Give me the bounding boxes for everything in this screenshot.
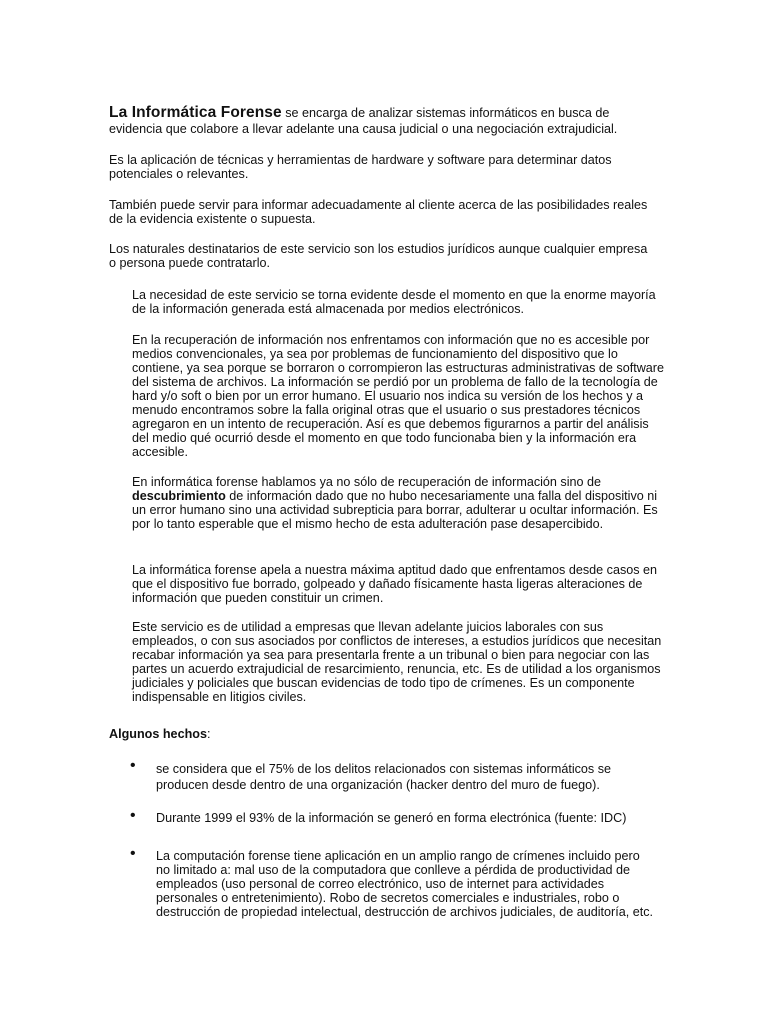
bullet-icon: • (130, 807, 136, 824)
paragraph-inform-client: También puede servir para informar adecuadamente al cliente acerca de las posibilidades reales de la evidencia existente o supuesta. (109, 198, 648, 226)
discovery-text-after: de información dado que no hubo necesariamente una falla del dispositivo ni un error humano sino una actividad subrepticia para borrar, adulterar u ocultar información. Es por lo tanto esperable que el mismo hecho de esta adulteración pase desapercibido. (132, 489, 658, 531)
list-item-text: se considera que el 75% de los delitos relacionados con sistemas informáticos se producen desde dentro de una organización (hacker dentro del muro de fuego). (156, 762, 612, 792)
paragraph-recipients: Los naturales destinatarios de este servicio son los estudios jurídicos aunque cualquier empresa o persona puede contratarlo. (109, 242, 648, 270)
bullet-icon: • (130, 757, 136, 774)
intro-paragraph (109, 105, 649, 137)
paragraph-recovery: En la recuperación de información nos enfrentamos con información que no es accesible por medios convencionales, ya sea por problemas de funcionamiento del dispositivo que lo contiene, ya sea porque se borraron o corrompieron las estructuras administrativas de software del sistema de archivos. La información se perdió por un problema de fallo de la tecnología de hard y/o soft o bien por un error humano. El usuario nos indica su versión de los hechos y a menudo encontramos sobre la falla original otras que el usuario o sus prestadores técnicos agregaron en un intento de recuperación. Así es que debemos figurarnos a partir del análisis del medio qué ocurrió desde el momento en que todo funcionaba bien y la información era accesible. (132, 333, 664, 459)
document-title: La Informática Forense (109, 104, 282, 121)
facts-heading: Algunos hechos (109, 727, 207, 741)
discovery-text-before: En informática forense hablamos ya no sólo de recuperación de información sino de (132, 475, 602, 489)
bullet-icon: • (130, 845, 136, 862)
list-item-text: La computación forense tiene aplicación en un amplio rango de crímenes incluido pero no limitado a: mal uso de la computadora que conlleve a pérdida de productividad de empleados (uso personal de correo electrónico, uso de internet para actividades personales o entretenimiento). Robo de secretos comerciales e industriales, robo o destrucción de propiedad intelectual, destrucción de archivos judiciales, de auditoría, etc. (156, 849, 654, 919)
list-item-text: Durante 1999 el 93% de la información se generó en forma electrónica (fuente: IDC) (156, 811, 627, 825)
facts-heading-line (109, 727, 649, 741)
discovery-bold: descubrimiento (132, 489, 226, 503)
facts-heading-colon: : (206, 727, 211, 741)
paragraph-discovery (132, 475, 667, 531)
paragraph-utility: Este servicio es de utilidad a empresas que llevan adelante juicios laborales con sus empleados, o con sus asociados por conflictos de intereses, a estudios jurídicos que necesitan recabar información ya sea para presentarla frente a un tribunal o bien para negociar con las partes un acuerdo extrajudicial de resarcimiento, renuncia, etc. Es de utilidad a los organismos judiciales y policiales que buscan evidencias de todo tipo de crímenes. Es un componente indispensable en litigios civiles. (132, 620, 662, 704)
intro-text: se encarga de analizar sistemas informáticos en busca de evidencia que colabore a llevar adelante una causa judicial o una negociación extrajudicial. (109, 106, 618, 136)
paragraph-need: La necesidad de este servicio se torna evidente desde el momento en que la enorme mayoría de la información generada está almacenada por medios electrónicos. (132, 288, 656, 316)
paragraph-aptitude: La informática forense apela a nuestra máxima aptitud dado que enfrentamos desde casos en que el dispositivo fue borrado, golpeado y dañado físicamente hasta ligeras alteraciones de información que pueden constituir un crimen. (132, 563, 658, 605)
paragraph-application: Es la aplicación de técnicas y herramientas de hardware y software para determinar datos potenciales o relevantes. (109, 153, 612, 181)
